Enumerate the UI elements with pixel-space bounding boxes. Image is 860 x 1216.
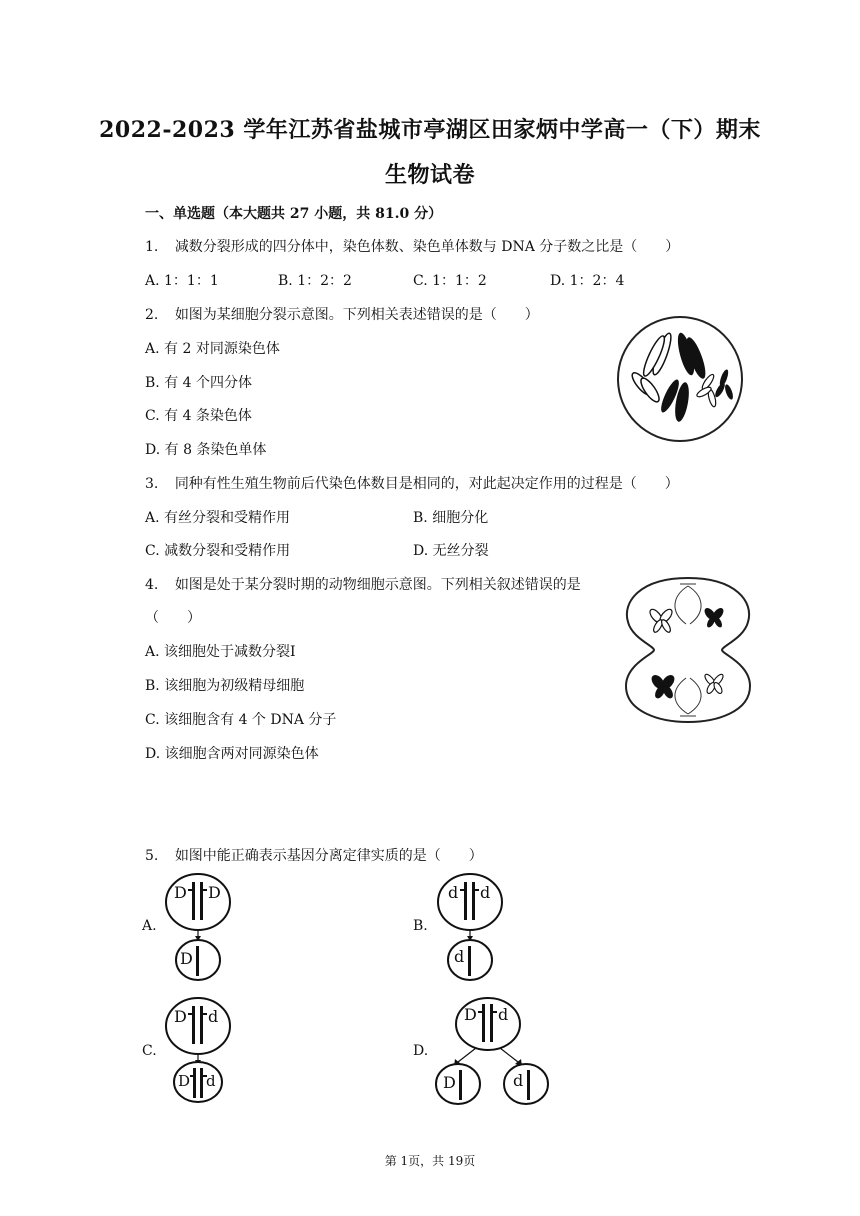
gene-label: D: [443, 1073, 456, 1092]
gene-label: d: [454, 947, 465, 966]
question-stem: 如图中能正确表示基因分离定律实质的是（ ）: [174, 848, 483, 864]
question-number: 2.: [145, 307, 159, 323]
page-footer: 第 1页，共 19页: [384, 1154, 476, 1168]
question-number: 4.: [145, 577, 159, 593]
q1-option-c[interactable]: C. 1：1：2: [413, 273, 487, 289]
q4-option-c[interactable]: C. 该细胞含有 4 个 DNA 分子: [145, 712, 337, 728]
question-number: 5.: [145, 848, 159, 864]
question-4: [145, 574, 581, 594]
gene-label: D: [208, 883, 221, 902]
q4-option-a[interactable]: A. 该细胞处于减数分裂Ⅰ: [145, 644, 296, 660]
q2-option-a[interactable]: A. 有 2 对同源染色体: [145, 341, 280, 357]
gene-label: d: [206, 1072, 216, 1090]
q5-option-c[interactable]: C.: [142, 1043, 157, 1059]
q2-cell-figure: [612, 314, 748, 444]
q5-figure-b: [432, 872, 512, 984]
q5-figure-c: [160, 996, 240, 1108]
q3-option-a[interactable]: A. 有丝分裂和受精作用: [145, 510, 291, 526]
question-stem: 如图是处于某分裂时期的动物细胞示意图。下列相关叙述错误的是: [174, 577, 581, 593]
q3-option-b[interactable]: B. 细胞分化: [413, 510, 489, 526]
gene-label: d: [448, 883, 459, 902]
question-number: 1.: [145, 239, 159, 255]
question-3: [145, 473, 679, 493]
q4-option-d[interactable]: D. 该细胞含两对同源染色体: [145, 746, 319, 762]
gene-label: d: [513, 1071, 524, 1090]
question-1: [145, 236, 679, 256]
q1-option-a[interactable]: A. 1：1：1: [145, 273, 219, 289]
q1-option-b[interactable]: B. 1：2：2: [278, 273, 352, 289]
q2-option-c[interactable]: C. 有 4 条染色体: [145, 408, 252, 424]
q5-option-d[interactable]: D.: [413, 1043, 429, 1059]
question-stem: 同种有性生殖生物前后代染色体数目是相同的，对此起决定作用的过程是（ ）: [174, 476, 679, 492]
gene-label: D: [178, 1072, 191, 1090]
gene-label: D: [180, 949, 193, 968]
section-heading: 一、单选题（本大题共 27 小题，共 81.0 分）: [145, 206, 443, 222]
q4-option-b[interactable]: B. 该细胞为初级精母细胞: [145, 678, 305, 694]
gene-label: D: [174, 1007, 187, 1026]
q3-option-d[interactable]: D. 无丝分裂: [413, 543, 489, 559]
q2-option-d[interactable]: D. 有 8 条染色单体: [145, 442, 267, 458]
page-title: 2022-2023 学年江苏省盐城市亭湖区田家炳中学高一（下）期末: [99, 117, 761, 143]
q3-option-c[interactable]: C. 减数分裂和受精作用: [145, 543, 291, 559]
q5-figure-d: [432, 996, 562, 1108]
q1-option-d[interactable]: D. 1：2：4: [550, 273, 625, 289]
question-number: 3.: [145, 476, 159, 492]
gene-label: D: [174, 883, 187, 902]
q2-option-b[interactable]: B. 有 4 个四分体: [145, 375, 252, 391]
question-2: [145, 304, 539, 324]
q5-figure-a: [160, 872, 240, 984]
page-subtitle: 生物试卷: [384, 162, 475, 188]
q5-option-b[interactable]: B.: [413, 918, 428, 934]
q5-option-a[interactable]: A.: [142, 918, 157, 934]
question-4-cont: （ ）: [145, 610, 201, 626]
question-stem: 如图为某细胞分裂示意图。下列相关表述错误的是（ ）: [174, 307, 539, 323]
question-stem: 减数分裂形成的四分体中，染色体数、染色单体数与 DNA 分子数之比是（ ）: [174, 239, 680, 255]
gene-label: d: [208, 1007, 219, 1026]
gene-label: d: [480, 883, 491, 902]
question-5: [145, 845, 483, 865]
q4-dividing-cell-figure: [620, 572, 756, 728]
gene-label: D: [464, 1005, 477, 1024]
gene-label: d: [498, 1005, 509, 1024]
